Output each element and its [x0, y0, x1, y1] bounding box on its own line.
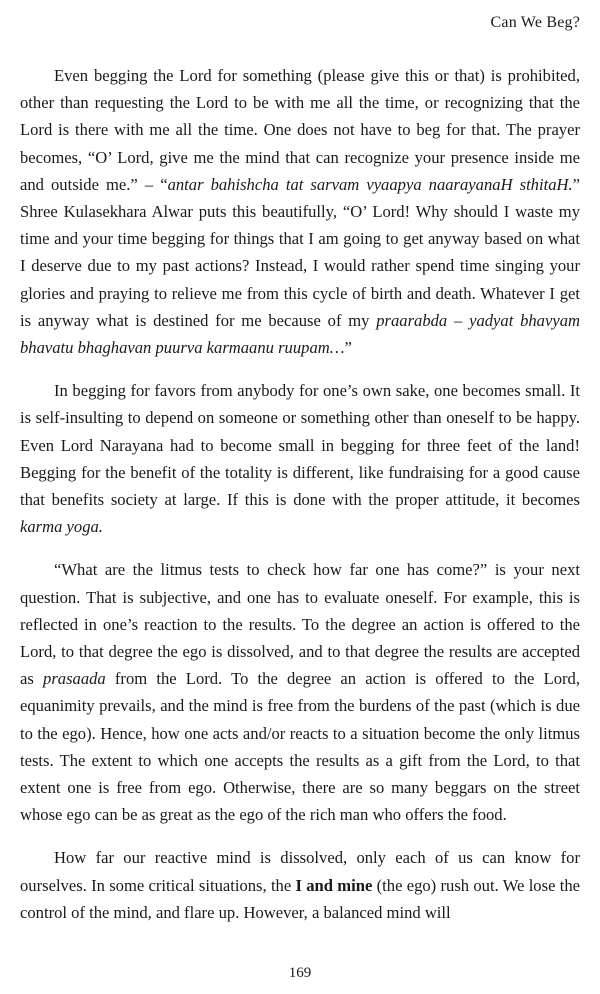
paragraph-1: [20, 62, 580, 361]
paragraph-2: [20, 377, 580, 540]
paragraph-4: [20, 844, 580, 926]
sanskrit-quote: antar bahishcha tat sarvam vyaapya naarayanaH sthitaH.: [167, 174, 573, 194]
text-segment: How far our reactive mind is dissolved, only each of us can know for ourselves. In some critical situations, the: [20, 848, 580, 895]
text-segment: Even begging the Lord for something (please give this or that) is prohibited, other than requesting the Lord to be with me all the time, or recognizing that the Lord is there with me all the time. One does not have to beg for that. The prayer becomes, “O’ Lord, give me the mind that can recognize your presence inside me and outside me.” – “: [20, 66, 580, 194]
paragraph-3: [20, 556, 580, 828]
text-segment: from the Lord. To the degree an action is offered to the Lord, equanimity prevails, and the mind is free from the burdens of the past (which is due to the ego). Hence, how one acts and/or reacts to a situation become the only litmus tests. The extent to which one accepts the results as a gift from the Lord, to that extent one is free from ego. Otherwise, there are so many beggars on the street whose ego can be as great as the ego of the rich man who offers the food.: [20, 669, 580, 825]
running-head-title: Can We Beg?: [490, 14, 580, 31]
bold-term: I and mine: [295, 875, 373, 895]
text-segment: (the ego) rush out. We lose the control of the mind, and flare up. However, a balanced mind will: [20, 875, 580, 922]
text-segment: ”: [344, 338, 352, 358]
italic-term: prasaada: [43, 669, 106, 689]
text-segment: “What are the litmus tests to check how far one has come?” is your next question. That is subjective, and one has to evaluate oneself. For example, this is reflected in one’s reaction to the results. To the degree an action is offered to the Lord, to that degree the ego is dissolved, and to that degree the results are accepted as: [20, 560, 580, 689]
sanskrit-quote: praarabda – yadyat bhavyam bhavatu bhaghavan puurva karmaanu ruupam…: [20, 310, 580, 358]
italic-term: karma yoga.: [20, 517, 103, 537]
page-number: 169: [288, 965, 312, 981]
body-text: [20, 62, 580, 942]
text-segment: In begging for favors from anybody for one’s own sake, one becomes small. It is self-insulting to depend on someone or something other than oneself to be happy. Even Lord Narayana had to become small in begging for three feet of the land! Begging for the benefit of the totality is different, like fundraising for a good cause that benefits society at large. If this is done with the proper attitude, it becomes: [20, 381, 580, 510]
text-segment: ” Shree Kulasekhara Alwar puts this beautifully, “O’ Lord! Why should I waste my time and your time begging for things that I am going to get anyway based on what I deserve due to my past actions? Instead, I would rather spend time singing your glories and praying to relieve me from this cycle of birth and death. Whatever I get is anyway what is destined for me because of my: [20, 174, 580, 330]
